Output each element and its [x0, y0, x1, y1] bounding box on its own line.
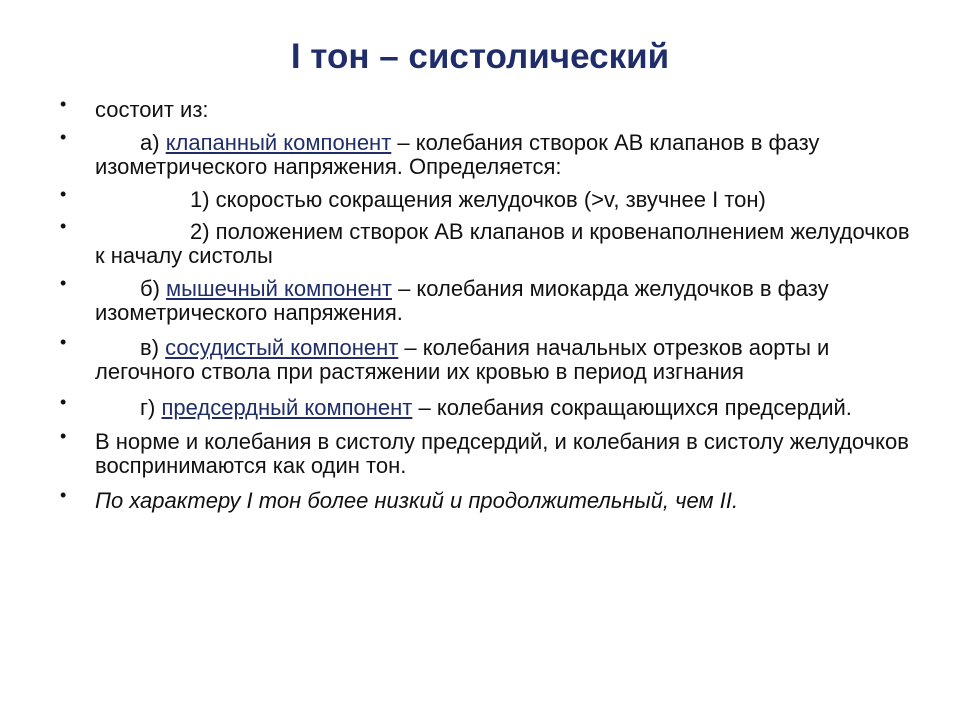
bullet-item-valve-component [60, 127, 920, 179]
bullet-list [60, 94, 920, 523]
bullet-text: состоит из: [95, 97, 209, 122]
term-valve-component[interactable]: клапанный компонент [165, 130, 392, 155]
bullet-item-composition [60, 94, 920, 122]
bullet-item-vascular-component [60, 332, 920, 384]
bullet-dot-icon: • [60, 127, 67, 147]
bullet-text: – колебания створок АВ клапанов в фазу изометрического напряжения. Определяется: [95, 130, 820, 179]
bullet-item-atrial-component [60, 392, 920, 420]
bullet-item-contraction-speed [60, 184, 920, 212]
bullet-dot-icon: • [60, 426, 67, 446]
bullet-prefix: г) [140, 395, 162, 420]
term-vascular-component[interactable]: сосудистый компонент [165, 335, 399, 360]
term-muscle-component[interactable]: мышечный компонент [166, 276, 392, 301]
bullet-item-character [60, 485, 920, 513]
bullet-dot-icon: • [60, 184, 67, 204]
bullet-prefix: б) [140, 276, 167, 301]
bullet-text: – колебания начальных отрезков аорты и легочного ствола при растяжении их кровью в период изгнания [95, 335, 830, 384]
bullet-text: По характеру I тон более низкий и продолжительный, чем II. [95, 488, 739, 513]
bullet-dot-icon: • [60, 94, 67, 114]
bullet-prefix: в) [140, 335, 166, 360]
slide-title: I тон – систолический [290, 37, 670, 76]
bullet-item-valve-position [60, 216, 920, 268]
bullet-item-muscle-component [60, 273, 920, 325]
bullet-prefix: а) [140, 130, 166, 155]
bullet-text: – колебания сокращающихся предсердий. [412, 395, 852, 420]
term-atrial-component[interactable]: предсердный компонент [161, 395, 413, 420]
bullet-dot-icon: • [60, 485, 67, 505]
bullet-dot-icon: • [60, 332, 67, 352]
bullet-dot-icon: • [60, 273, 67, 293]
bullet-dot-icon: • [60, 216, 67, 236]
bullet-item-normal-perception [60, 426, 920, 478]
bullet-text: – колебания миокарда желудочков в фазу изометрического напряжения. [95, 276, 829, 325]
bullet-text: 2) положением створок АВ клапанов и кровенаполнением желудочков к началу систолы [95, 219, 910, 268]
bullet-text: 1) скоростью сокращения желудочков (>v, звучнее I тон) [190, 187, 766, 212]
bullet-text: В норме и колебания в систолу предсердий, и колебания в систолу желудочков воспринимаются как один тон. [95, 429, 909, 478]
bullet-dot-icon: • [60, 392, 67, 412]
